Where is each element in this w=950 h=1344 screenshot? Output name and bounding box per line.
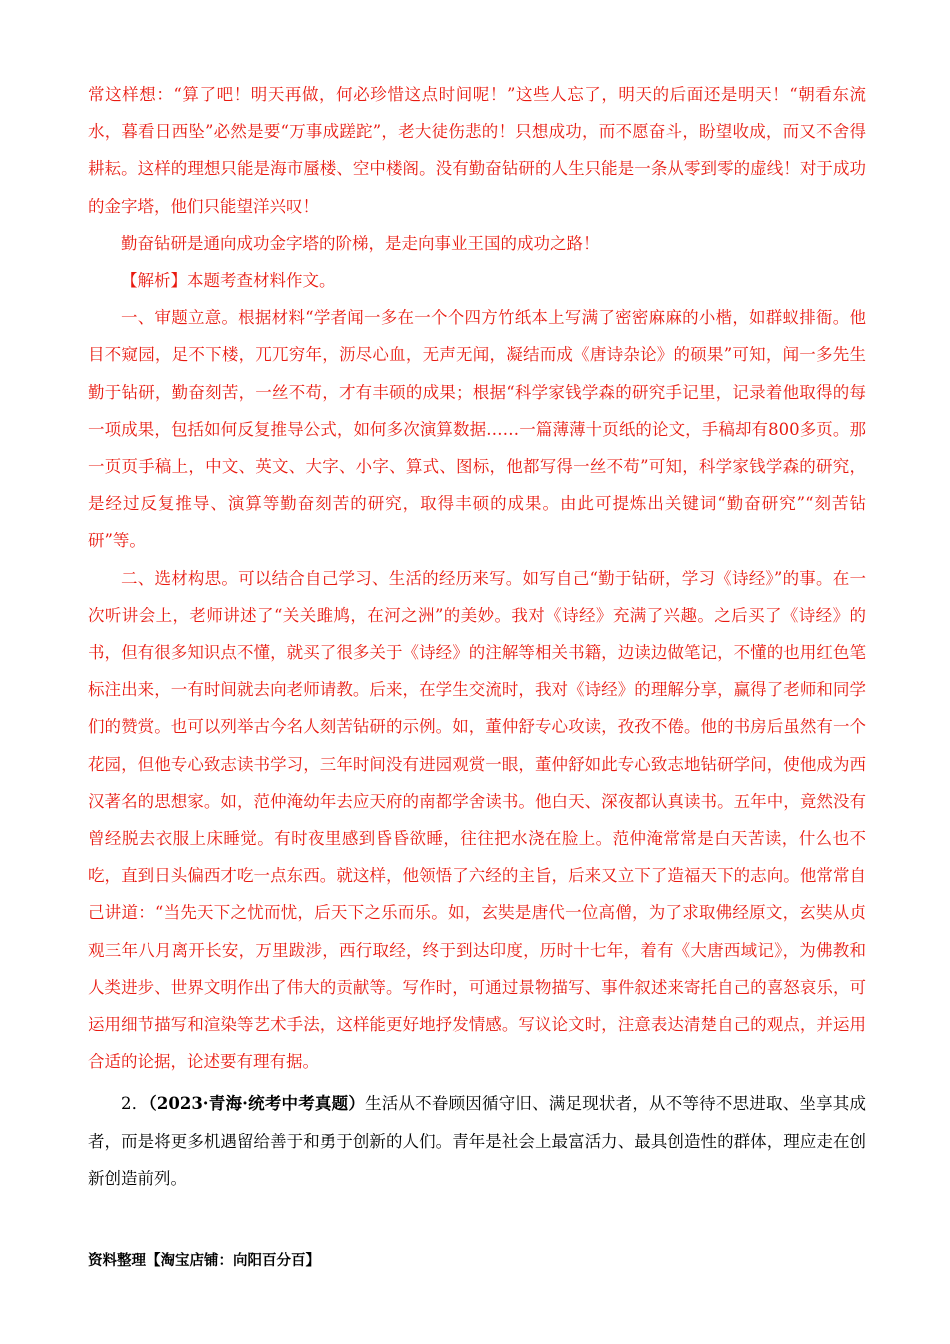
essay-paragraph-2: 勤奋钻研是通向成功金字塔的阶梯，是走向事业王国的成功之路！ [121,233,600,253]
analysis-label: 【解析】 [121,271,187,291]
essay-paragraph-1: 常这样想：“算了吧！明天再做，何必珍惜这点时间呢！”这些人忘了，明天的后面还是明天！“朝看东流水，暮看日西坠”必然是要“万事成蹉跎”，老大徒伤悲的！只想成功，而不愿奋斗，盼望收成，而又不舍得耕耘。这样的理想只能是海市蜃楼、空中楼阁。没有勤奋钻研的人生只能是一条从零到零的虚线！对于成功的金字塔，他们只能望洋兴叹！ [88,85,866,216]
page-footer: 资料整理【淘宝店铺：向阳百分百】 [88,1252,320,1269]
question-number: 2． [121,1094,149,1114]
analysis-heading [88,262,866,299]
question-text: 生活从不眷顾因循守旧、满足现状者，从不等待不思进取、坐享其成者，而是将更多机遇留给善于和勇于创新的人们。青年是社会上最富活力、最具创造性的群体，理应走在创新创造前列。 [88,1094,867,1188]
question-2 [88,1085,866,1197]
question-source: （2023·青海·统考中考真题） [148,1094,366,1114]
analysis-intro: 本题考查材料作文。 [187,271,336,291]
page-content [88,76,866,1197]
analysis-section-theme: 一、审题立意。根据材料“学者闻一多在一个个四方竹纸本上写满了密密麻麻的小楷，如群蚁排衙。他目不窥园，足不下楼，兀兀穷年，沥尽心血，无声无闻，凝结而成《唐诗杂论》的硕果”可知，闻一多先生勤于钻研，勤奋刻苦，一丝不苟，才有丰硕的成果；根据“科学家钱学森的研究手记里，记录着他取得的每一项成果，包括如何反复推导公式，如何多次演算数据……一篇薄薄十页纸的论文，手稿却有800多页。那一页页手稿上，中文、英文、大字、小字、算式、图标，他都写得一丝不苟”可知，科学家钱学森的研究，是经过反复推导、演算等勤奋刻苦的研究，取得丰硕的成果。由此可提炼出关键词“勤奋研究”“刻苦钻研”等。 [88,308,866,551]
analysis-section-material: 二、选材构思。可以结合自己学习、生活的经历来写。如写自己“勤于钻研，学习《诗经》”的事。在一次听讲会上，老师讲述了“关关雎鸠，在河之洲”的美妙。我对《诗经》充满了兴趣。之后买了《诗经》的书，但有很多知识点不懂，就买了很多关于《诗经》的注解等相关书籍，边读边做笔记，不懂的也用红色笔标注出来，一有时间就去向老师请教。后来，在学生交流时，我对《诗经》的理解分享，赢得了老师和同学们的赞赏。也可以列举古今名人刻苦钻研的示例。如，董仲舒专心攻读，孜孜不倦。他的书房后虽然有一个花园，但他专心致志读书学习，三年时间没有进园观赏一眼，董仲舒如此专心致志地钻研学问，使他成为西汉著名的思想家。如，范仲淹幼年去应天府的南都学舍读书。他白天、深夜都认真读书。五年中，竟然没有曾经脱去衣服上床睡觉。有时夜里感到昏昏欲睡，往往把水浇在脸上。范仲淹常常是白天苦读，什么也不吃，直到日头偏西才吃一点东西。就这样，他领悟了六经的主旨，后来又立下了造福天下的志向。他常常自己讲道：“当先天下之忧而忧，后天下之乐而乐。如，玄奘是唐代一位高僧，为了求取佛经原文，玄奘从贞观三年八月离开长安，万里跋涉，西行取经，终于到达印度，历时十七年，着有《大唐西域记》，为佛教和人类进步、世界文明作出了伟大的贡献等。写作时，可通过景物描写、事件叙述来寄托自己的喜怒哀乐，可运用细节描写和渲染等艺术手法，这样能更好地抒发情感。写议论文时，注意表达清楚自己的观点，并运用合适的论据，论述要有理有据。 [88,568,866,1072]
